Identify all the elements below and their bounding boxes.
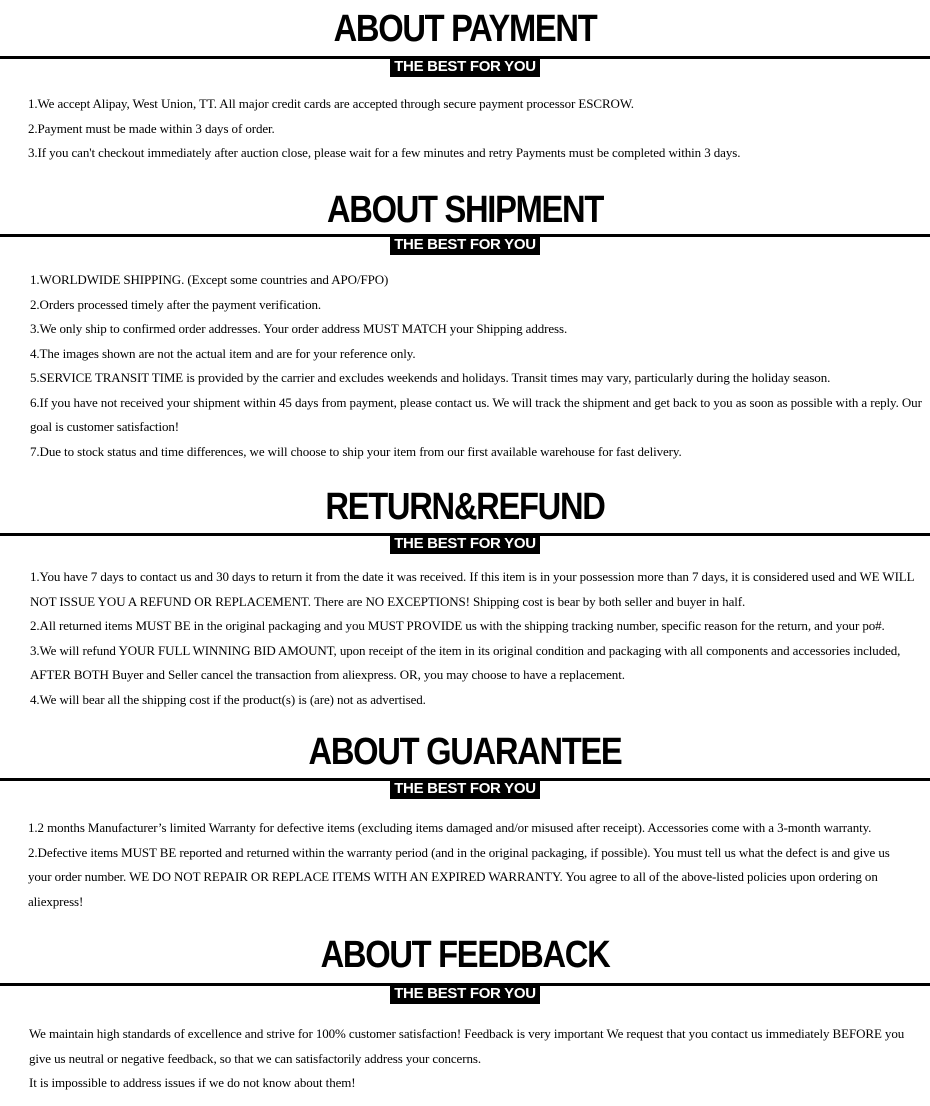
badge-shipment: THE BEST FOR YOU: [390, 235, 540, 255]
list-item: 7.Due to stock status and time differences, we will choose to ship your item from our first available warehouse for fast delivery.: [30, 443, 682, 459]
section-title-return-refund: RETURN&REFUND: [325, 486, 605, 528]
list-feedback: [29, 1022, 924, 1096]
list-item: 3.If you can't checkout immediately after auction close, please wait for a few minutes and retry Payments must be completed within 3 days.: [28, 145, 741, 160]
badge-feedback: THE BEST FOR YOU: [390, 984, 540, 1004]
list-item: 3.We only ship to confirmed order addresses. Your order address MUST MATCH your Shipping address.: [30, 321, 568, 336]
list-item: 1.2 months Manufacturer’s limited Warranty for defective items (excluding items damaged and/or misused after receipt). Accessories come with a 3-month warranty.: [28, 820, 872, 835]
list-item: 1.WORLDWIDE SHIPPING. (Except some countries and APO/FPO): [30, 272, 389, 287]
list-item: 6.If you have not received your shipment within 45 days from payment, please contact us. We will track the shipment and get back to you as soon as possible with a reply. Our goal is customer satisfaction!: [30, 394, 922, 434]
list-item: 4.The images shown are not the actual item and are for your reference only.: [30, 345, 416, 361]
list-guarantee: [28, 816, 908, 914]
list-shipment: [30, 268, 926, 464]
badge-return-refund: THE BEST FOR YOU: [390, 534, 540, 554]
list-payment: [28, 92, 928, 166]
list-item: 1.You have 7 days to contact us and 30 days to return it from the date it was received. If this item is in your possession more than 7 days, it is considered used and WE WILL NOT ISSUE YOU A REFUND OR REPLACEMENT. There are NO EXCEPTIONS! Shipping cost is bear by both seller and buyer in half.: [30, 569, 914, 609]
section-title-payment: ABOUT PAYMENT: [333, 8, 597, 50]
list-item: 2.All returned items MUST BE in the original packaging and you MUST PROVIDE us with the shipping tracking number, specific reason for the return, and your po#.: [30, 618, 885, 633]
section-title-guarantee: ABOUT GUARANTEE: [308, 731, 622, 773]
section-title-shipment: ABOUT SHIPMENT: [326, 189, 604, 231]
section-title-feedback: ABOUT FEEDBACK: [320, 934, 610, 976]
list-item: 5.SERVICE TRANSIT TIME is provided by the carrier and excludes weekends and holidays. Transit times may vary, particularly during the holiday season.: [30, 370, 831, 385]
badge-guarantee: THE BEST FOR YOU: [390, 779, 540, 799]
list-item: 2.Payment must be made within 3 days of order.: [28, 120, 275, 136]
list-item: 2.Orders processed timely after the payment verification.: [30, 296, 322, 312]
list-item: 1.We accept Alipay, West Union, TT. All major credit cards are accepted through secure payment processor ESCROW.: [28, 96, 634, 111]
list-item: 2.Defective items MUST BE reported and returned within the warranty period (and in the original packaging, if possible). You must tell us what the defect is and give us your order number. WE DO NOT REPAIR OR REPLACE ITEMS WITH AN EXPIRED WARRANTY. You agree to all of the above-listed policies upon ordering on aliexpress!: [28, 844, 890, 909]
list-return-refund: [30, 565, 928, 712]
list-item: 4.We will bear all the shipping cost if the product(s) is (are) not as advertised.: [30, 691, 426, 707]
list-item: We maintain high standards of excellence and strive for 100% customer satisfaction! Feedback is very important We request that you contact us immediately BEFORE you give us neutral or negative feedback, so that we can satisfactorily address your concerns.: [29, 1026, 905, 1066]
list-item: It is impossible to address issues if we do not know about them!: [29, 1075, 356, 1090]
list-item: 3.We will refund YOUR FULL WINNING BID AMOUNT, upon receipt of the item in its original condition and packaging with all components and accessories included, AFTER BOTH Buyer and Seller cancel the transaction from aliexpress. OR, you may choose to have a replacement.: [30, 642, 901, 682]
badge-payment: THE BEST FOR YOU: [390, 57, 540, 77]
